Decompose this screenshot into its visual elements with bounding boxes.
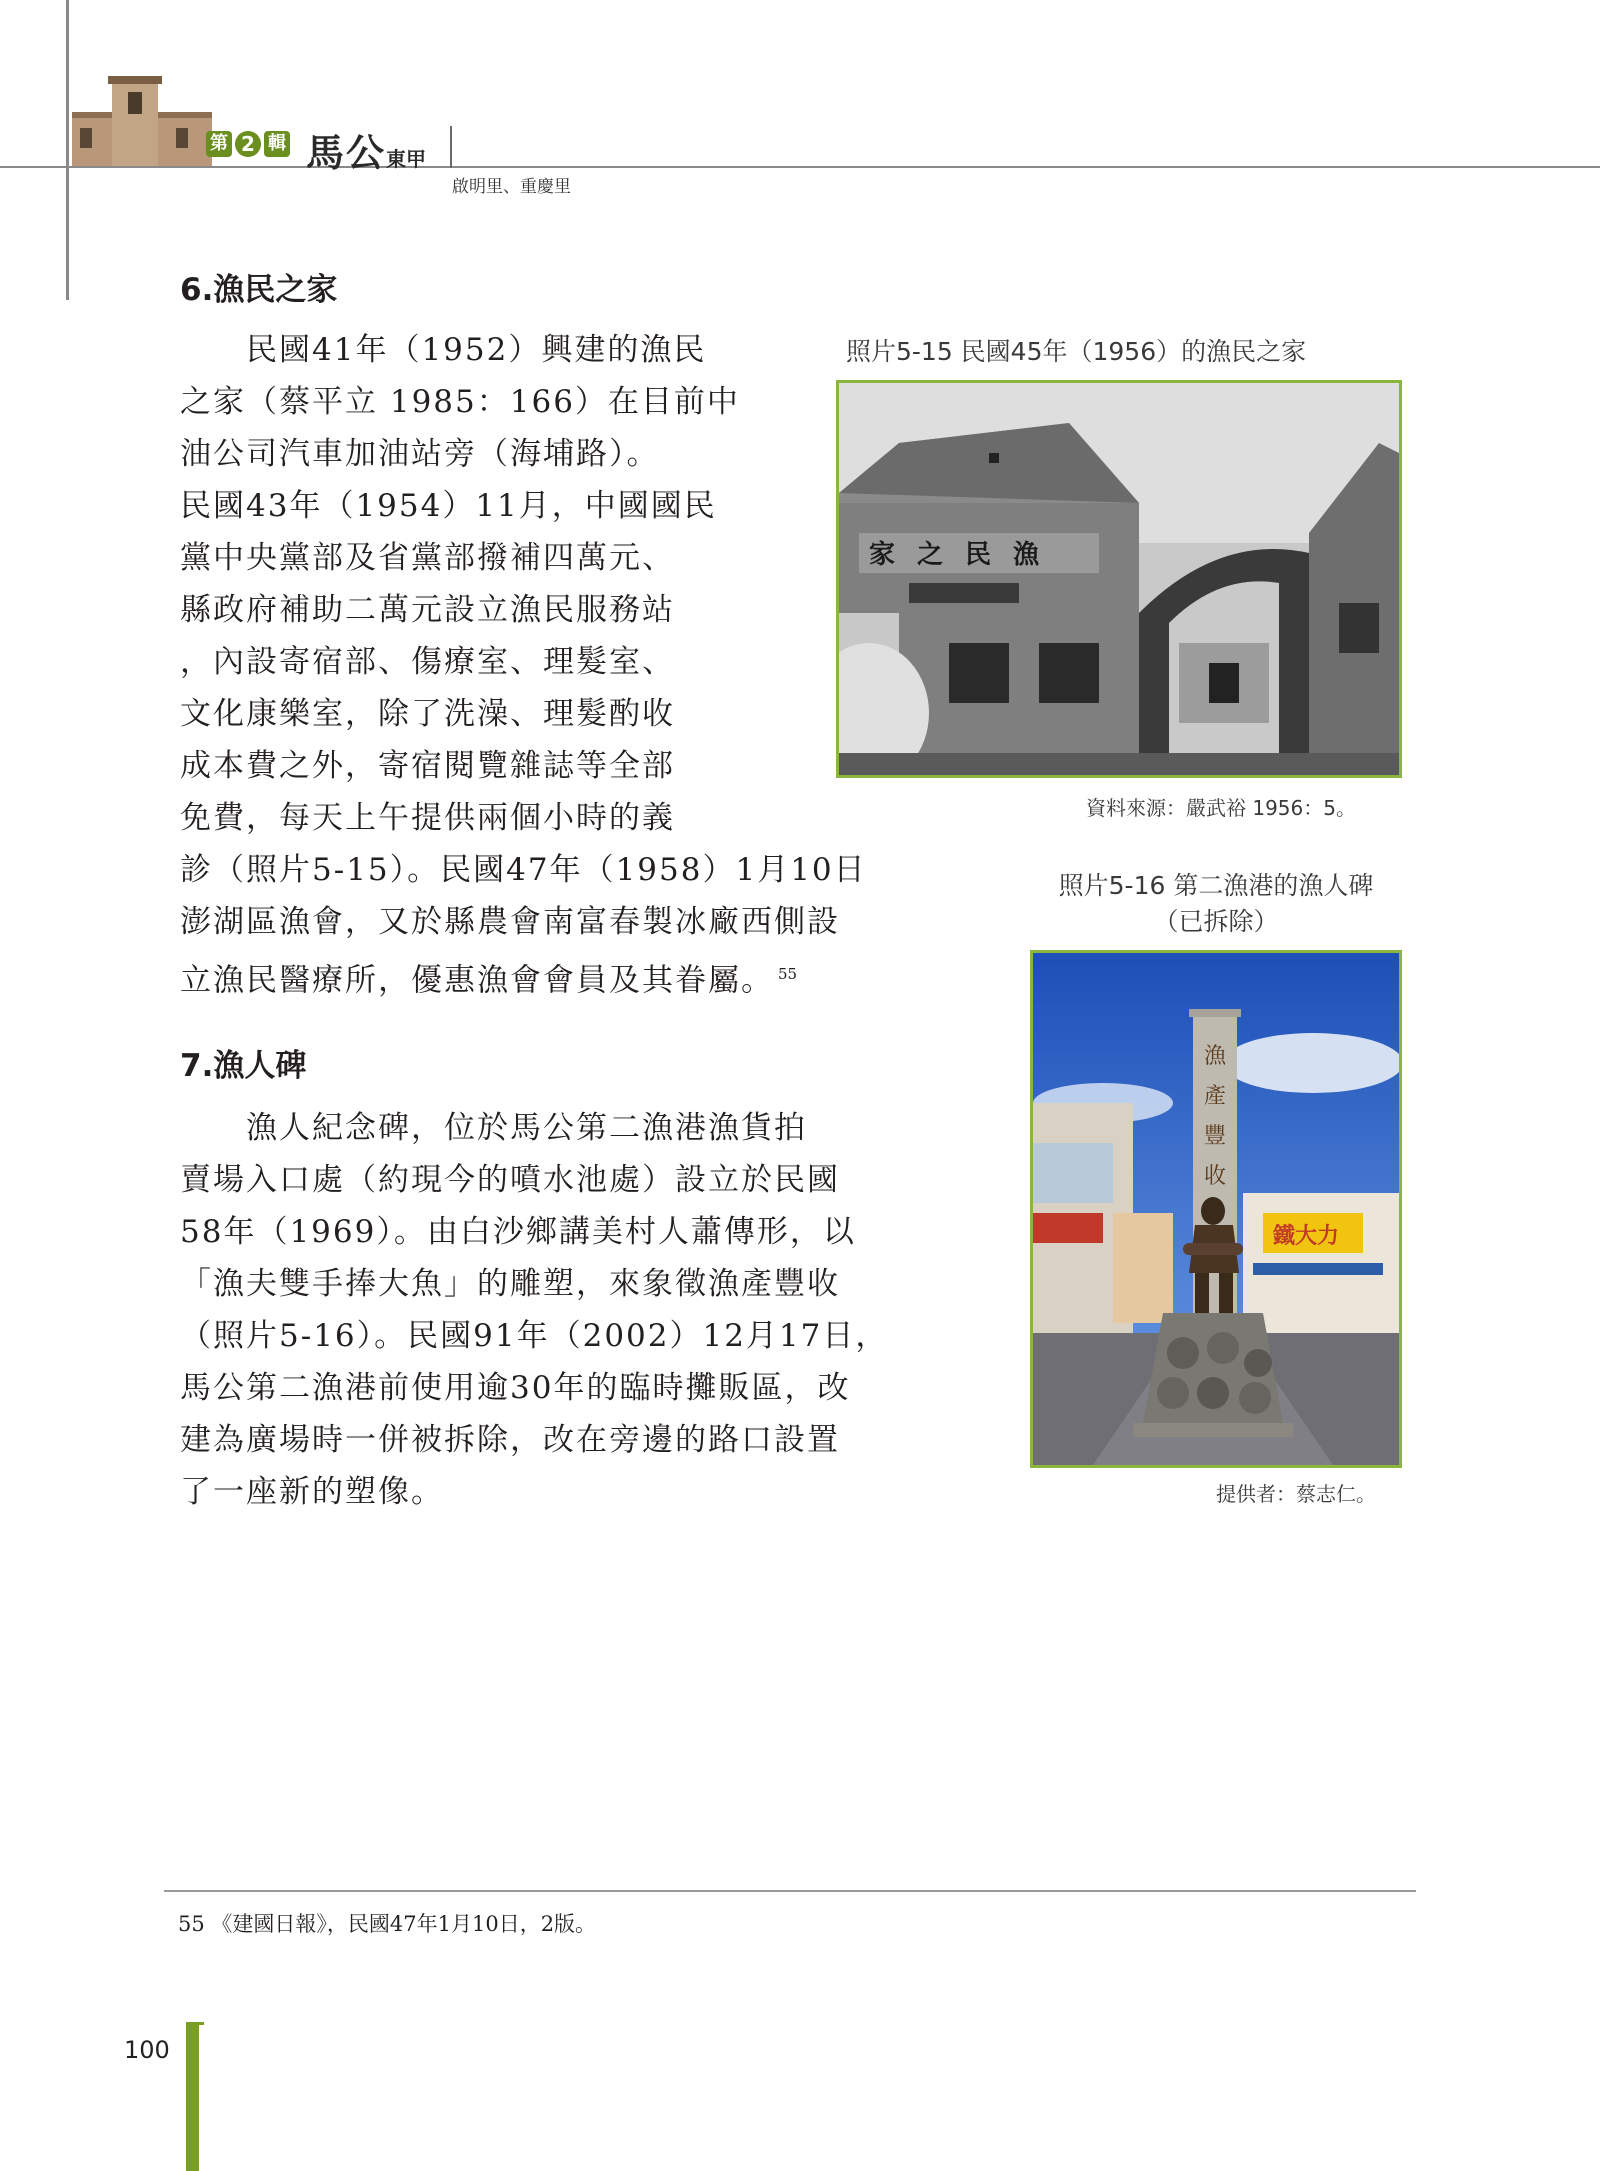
text-line: 診（照片5-15）。民國47年（1958）1月10日	[180, 852, 867, 888]
photo-5-15-source: 資料來源：嚴武裕 1956：5。	[1086, 796, 1356, 820]
photo-fisherman-home	[836, 380, 1402, 778]
header-horizontal-rule	[0, 166, 1600, 168]
text-line: 馬公第二漁港前使用逾30年的臨時攤販區，改	[180, 1370, 851, 1406]
text-line: 油公司汽車加油站旁（海埔路）。	[180, 436, 660, 472]
text-line: 澎湖區漁會，又於縣農會南富春製冰廠西側設	[180, 904, 840, 940]
text-line: 賣場入口處（約現今的噴水池處）設立於民國	[180, 1162, 840, 1198]
header-building-image	[72, 72, 212, 166]
photo-fisherman-monument-image	[1033, 953, 1399, 1465]
section7-paragraph	[180, 1102, 980, 1518]
monument-char: 豐	[1204, 1124, 1227, 1149]
building-sign-text: 家之民漁	[869, 540, 1062, 570]
photo-5-16-source: 提供者：蔡志仁。	[1216, 1482, 1376, 1506]
text-line: 民國43年（1954）11月，中國國民	[180, 488, 717, 524]
text-line: 了一座新的塑像。	[180, 1474, 444, 1510]
chapter-prefix: 第	[206, 131, 232, 157]
text-line: 免費，每天上午提供兩個小時的義	[180, 800, 675, 836]
monument-char: 漁	[1204, 1044, 1227, 1069]
chapter-title	[306, 122, 426, 177]
monument-char: 產	[1204, 1084, 1227, 1109]
text-line: 黨中央黨部及省黨部撥補四萬元、	[180, 540, 675, 576]
photo-fisherman-monument	[1030, 950, 1402, 1468]
text-line: （照片5-16）。民國91年（2002）12月17日，	[180, 1318, 889, 1354]
photo-5-16-caption	[1030, 866, 1402, 938]
text-line: 建為廣場時一併被拆除，改在旁邊的路口設置	[180, 1422, 840, 1458]
chapter-subtitle: 啟明里、重慶里	[452, 177, 571, 197]
section6-paragraph-wide	[180, 844, 980, 1006]
text-line: 縣政府補助二萬元設立漁民服務站	[180, 592, 675, 628]
header-vertical-rule	[66, 0, 69, 300]
page-accent-tick	[186, 2022, 204, 2025]
text-line: 文化康樂室，除了洗澡、理髮酌收	[180, 696, 675, 732]
chapter-badge	[206, 128, 290, 160]
photo-5-15-caption: 照片5-15 民國45年（1956）的漁民之家	[846, 337, 1307, 366]
footnote: 55 《建國日報》，民國47年1月10日，2版。	[178, 1912, 597, 1936]
text-line: 民國41年（1952）興建的漁民	[180, 332, 707, 368]
page-accent-bar	[186, 2022, 199, 2171]
section6-paragraph-narrow	[180, 324, 778, 844]
photo-5-16-caption-line2: （已拆除）	[1153, 907, 1279, 936]
text-line	[180, 948, 980, 1006]
chapter-title-small: 東甲	[386, 147, 427, 171]
page-number: 100	[124, 2036, 170, 2064]
text-line-content: 立漁民醫療所，優惠漁會會員及其眷屬。	[180, 962, 774, 999]
header-title-divider	[450, 126, 452, 168]
shop-sign-text: 鐵大力	[1273, 1224, 1340, 1249]
text-line: 「漁夫雙手捧大魚」的雕塑，來象徵漁產豐收	[180, 1266, 840, 1302]
chapter-suffix: 輯	[264, 131, 290, 157]
text-line: 成本費之外，寄宿閱覽雜誌等全部	[180, 748, 675, 784]
section-heading-fisherman-monument: 7.漁人碑	[180, 1048, 307, 1084]
section-heading-fisherman-home: 6.漁民之家	[180, 272, 338, 308]
text-line: ，內設寄宿部、傷療室、理髮室、	[180, 644, 675, 680]
footnote-divider	[164, 1890, 1416, 1892]
footnote-reference[interactable]: 55	[778, 965, 798, 983]
photo-5-16-caption-line1: 照片5-16 第二漁港的漁人碑	[1058, 871, 1374, 900]
text-line: 之家（蔡平立 1985：166）在目前中	[180, 384, 740, 420]
text-line: 58年（1969）。由白沙鄉講美村人蕭傳形，以	[180, 1214, 856, 1250]
text-line: 漁人紀念碑，位於馬公第二漁港漁貨拍	[180, 1110, 807, 1146]
chapter-title-main: 馬公	[306, 130, 387, 175]
photo-fisherman-home-image	[839, 383, 1399, 775]
chapter-number: 2	[235, 131, 261, 157]
monument-char: 收	[1204, 1164, 1227, 1189]
